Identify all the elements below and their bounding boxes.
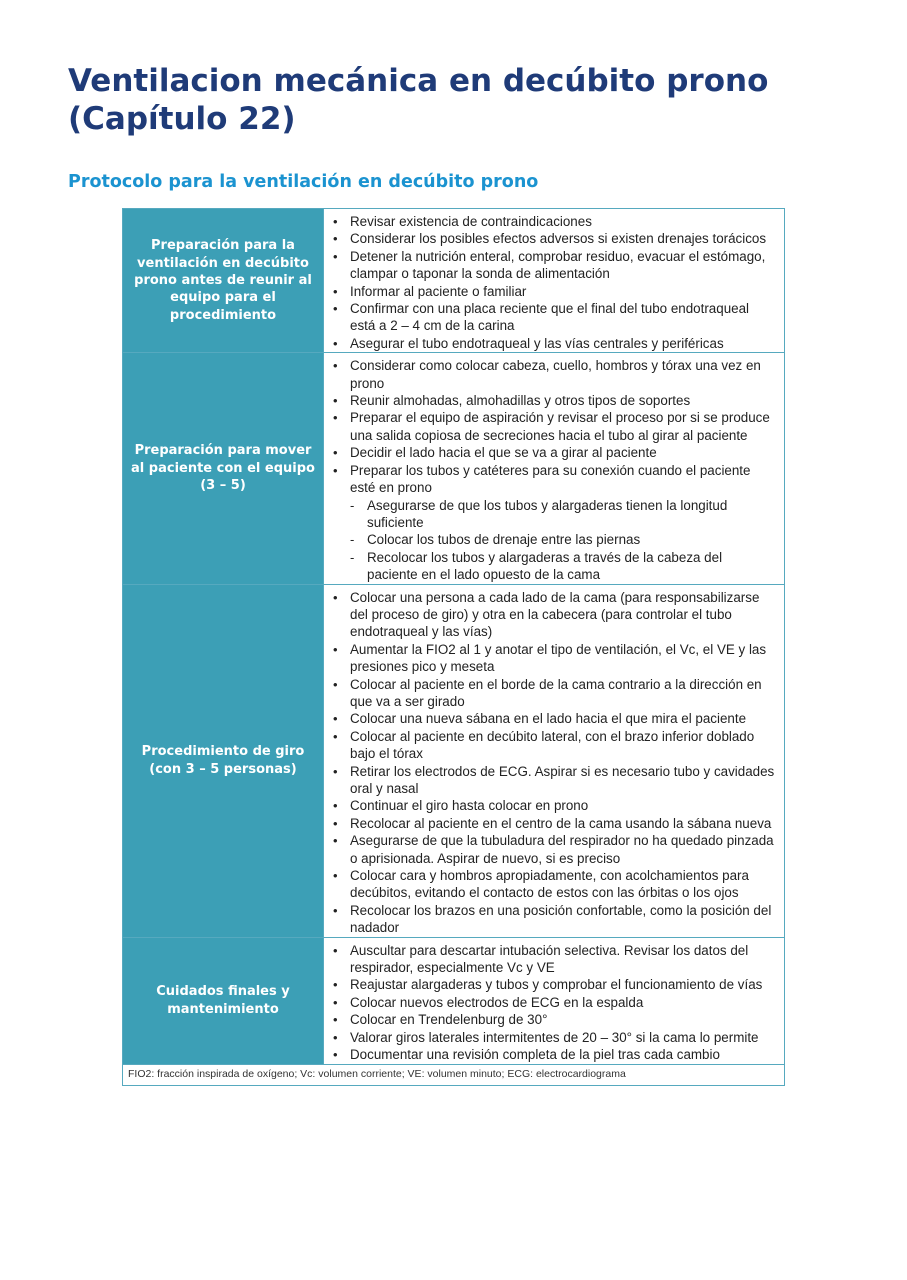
list-item: • Preparar el equipo de aspiración y revisar el proceso por si se produce una salida copiosa de secreciones hacia el tubo al girar al paciente [330,409,776,444]
table-row [123,209,785,353]
row-content-cell [324,584,785,937]
row-label-cell [123,937,324,1064]
list-item: • Reunir almohadas, almohadillas y otros tipos de soportes [330,392,776,409]
title-line-2: (Capítulo 22) [68,101,296,137]
table-row [123,353,785,584]
bullet-list [330,357,776,583]
footnote-row [123,1064,785,1085]
list-item: • Colocar al paciente en el borde de la cama contrario a la dirección en que va a ser girado [330,676,776,711]
list-item: • Colocar cara y hombros apropiadamente, con acolchamientos para decúbitos, evitando el contacto de estos con las órbitas o los ojos [330,867,776,902]
document-title [68,62,828,138]
list-item: • Asegurar el tubo endotraqueal y las vías centrales y periféricas [330,335,776,352]
sub-list-item: - Colocar los tubos de drenaje entre las piernas [330,531,776,548]
list-item: • Informar al paciente o familiar [330,283,776,300]
list-item: • Colocar nuevos electrodos de ECG en la espalda [330,994,776,1011]
row-content-cell [324,353,785,584]
row-label-cell [123,584,324,937]
list-item: • Documentar una revisión completa de la piel tras cada cambio [330,1046,776,1063]
list-item: • Colocar al paciente en decúbito lateral, con el brazo inferior doblado bajo el tórax [330,728,776,763]
protocol-table [122,208,785,1086]
protocol-table-body [123,209,785,1086]
list-item: • Recolocar los brazos en una posición confortable, como la posición del nadador [330,902,776,937]
list-item: • Revisar existencia de contraindicaciones [330,213,776,230]
list-item: • Detener la nutrición enteral, comprobar residuo, evacuar el estómago, clampar o taponar la sonda de alimentación [330,248,776,283]
list-item: • Auscultar para descartar intubación selectiva. Revisar los datos del respirador, especialmente Vc y VE [330,942,776,977]
sub-list-item: - Asegurarse de que los tubos y alargaderas tienen la longitud suficiente [330,497,776,532]
list-item: • Continuar el giro hasta colocar en prono [330,797,776,814]
list-item: • Preparar los tubos y catéteres para su conexión cuando el paciente esté en prono [330,462,776,497]
list-item: • Colocar una nueva sábana en el lado hacia el que mira el paciente [330,710,776,727]
list-item: • Asegurarse de que la tubuladura del respirador no ha quedado pinzada o aprisionada. Aspirar de nuevo, si es preciso [330,832,776,867]
table-footnote: FIO2: fracción inspirada de oxígeno; Vc: volumen corriente; VE: volumen minuto; ECG: electrocardiograma [123,1064,785,1085]
row-content-cell [324,209,785,353]
list-item: • Colocar una persona a cada lado de la cama (para responsabilizarse del proceso de giro) y otra en la cabecera (para controlar el tubo endotraqueal y las vías) [330,589,776,641]
bullet-list [330,213,776,352]
list-item: • Retirar los electrodos de ECG. Aspirar si es necesario tubo y cavidades oral y nasal [330,763,776,798]
row-label: Preparación para la ventilación en decúbito prono antes de reunir al equipo para el procedimiento [134,238,312,323]
list-item: • Considerar como colocar cabeza, cuello, hombros y tórax una vez en prono [330,357,776,392]
sub-list-item: - Recolocar los tubos y alargaderas a través de la cabeza del paciente en el lado opuesto de la cama [330,549,776,584]
list-item: • Confirmar con una placa reciente que el final del tubo endotraqueal está a 2 – 4 cm de la carina [330,300,776,335]
list-item: • Reajustar alargaderas y tubos y comprobar el funcionamiento de vías [330,976,776,993]
list-item: • Decidir el lado hacia el que se va a girar al paciente [330,444,776,461]
row-label: Procedimiento de giro (con 3 – 5 personas) [141,744,305,777]
row-label: Cuidados finales y mantenimiento [156,984,290,1017]
bullet-list [330,589,776,937]
row-label-cell [123,209,324,353]
list-item: • Valorar giros laterales intermitentes de 20 – 30° si la cama lo permite [330,1029,776,1046]
table-row [123,584,785,937]
table-row [123,937,785,1064]
list-item: • Considerar los posibles efectos adversos si existen drenajes torácicos [330,230,776,247]
row-label: Preparación para mover al paciente con el equipo (3 – 5) [131,443,315,494]
bullet-list [330,942,776,1064]
list-item: • Aumentar la FIO2 al 1 y anotar el tipo de ventilación, el Vc, el VE y las presiones pico y meseta [330,641,776,676]
list-item: • Colocar en Trendelenburg de 30° [330,1011,776,1028]
list-item: • Recolocar al paciente en el centro de la cama usando la sábana nueva [330,815,776,832]
row-label-cell [123,353,324,584]
row-content-cell [324,937,785,1064]
section-subtitle: Protocolo para la ventilación en decúbito prono [68,172,539,192]
title-line-1: Ventilacion mecánica en decúbito prono [68,63,769,99]
